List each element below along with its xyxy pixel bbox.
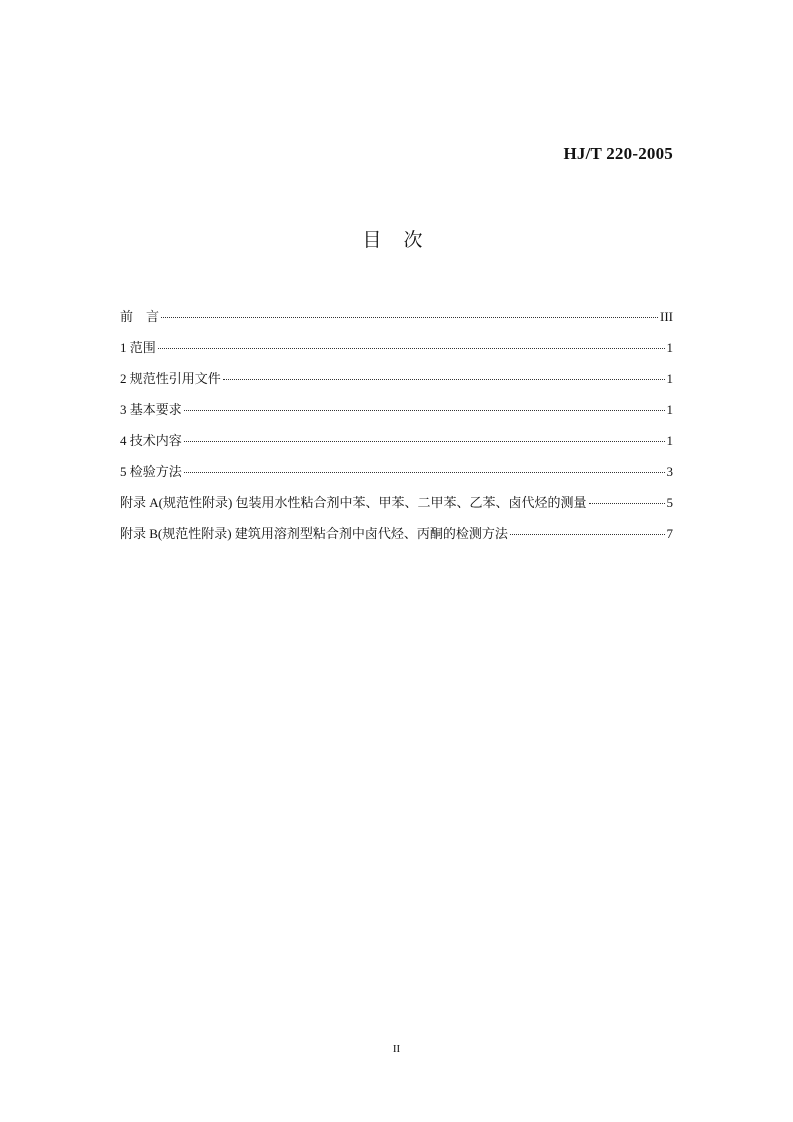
toc-entry-label: 附录 A(规范性附录) 包装用水性粘合剂中苯、甲苯、二甲苯、乙苯、卤代烃的测量: [120, 495, 587, 510]
toc-entry-page: 1: [666, 340, 673, 355]
toc-entry-label: 2 规范性引用文件: [120, 371, 221, 386]
table-of-contents: [120, 306, 673, 554]
toc-entry-normative-references[interactable]: [120, 368, 673, 399]
page-number: II: [392, 1043, 401, 1055]
toc-title: 目 次: [362, 229, 431, 251]
toc-dot-leader: [589, 503, 665, 504]
toc-entry-label: 3 基本要求: [120, 402, 182, 417]
toc-entry-technical-content[interactable]: [120, 430, 673, 461]
toc-dot-leader: [161, 317, 658, 318]
toc-dot-leader: [184, 472, 665, 473]
toc-entry-test-methods[interactable]: [120, 461, 673, 492]
toc-entry-page: 5: [666, 495, 673, 510]
toc-dot-leader: [184, 410, 665, 411]
toc-entry-page: 3: [666, 464, 673, 479]
toc-entry-label: 前 言: [120, 309, 160, 324]
toc-dot-leader: [510, 534, 665, 535]
toc-entry-label: 1 范围: [120, 340, 156, 355]
toc-entry-appendix-b[interactable]: [120, 523, 673, 554]
toc-entry-label: 5 检验方法: [120, 464, 182, 479]
toc-entry-page: 1: [666, 371, 673, 386]
toc-entry-label: 附录 B(规范性附录) 建筑用溶剂型粘合剂中卤代烃、丙酮的检测方法: [120, 526, 508, 541]
toc-entry-foreword[interactable]: [120, 306, 673, 337]
toc-dot-leader: [158, 348, 665, 349]
toc-dot-leader: [223, 379, 665, 380]
toc-entry-page: 1: [666, 433, 673, 448]
toc-entry-appendix-a[interactable]: [120, 492, 673, 523]
toc-entry-page: III: [660, 309, 673, 324]
toc-entry-label: 4 技术内容: [120, 433, 182, 448]
toc-entry-scope[interactable]: [120, 337, 673, 368]
toc-entry-page: 1: [666, 402, 673, 417]
document-code: HJ/T 220-2005: [563, 144, 673, 163]
toc-entry-page: 7: [666, 526, 673, 541]
toc-dot-leader: [184, 441, 665, 442]
toc-entry-basic-requirements[interactable]: [120, 399, 673, 430]
